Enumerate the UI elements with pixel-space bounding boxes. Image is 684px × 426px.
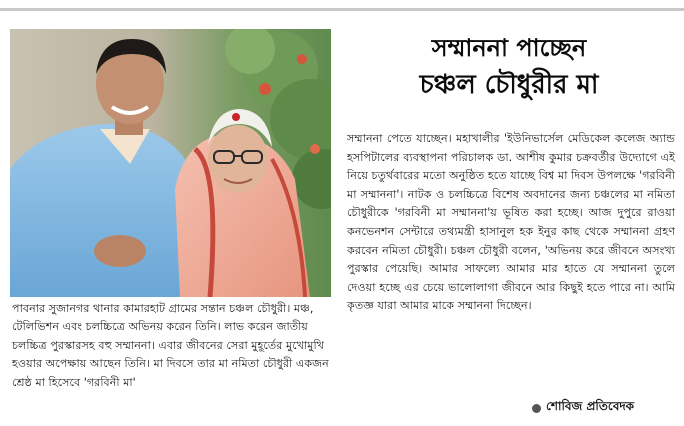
article-body: সম্মাননা পেতে যাচ্ছেন। মহাখালীর 'ইউনিভার্সেল মেডিকেল কলেজ অ্যান্ড হসপিটালের ব্যবস্থাপনা পরিচালক ডা. আশীষ কুমার চক্রবর্তীর উদ্যোগে এই নিয়ে চতুর্থবারের মতো অনুষ্ঠিত হতে যাচ্ছে বিশ্ব মা দিবস উপলক্ষে 'গরবিনী মা সম্মাননা'। নাটক ও চলচ্চিত্রে বিশেষ অবদানের জন্য চঞ্চলের মা নমিতা চৌধুরীকে 'গরবিনী মা সম্মাননা'য় ভূষিত করা হচ্ছে। আজ দুপুরে রাওয়া কনভেনশন সেন্টারে তথ্যমন্ত্রী হাসানুল হক ইনুর কাছ থেকে সম্মাননা গ্রহণ করবেন নমিতা চৌধুরী। চঞ্চল চৌধুরী বলেন, 'অভিনয় করে জীবনে অসংখ্য পুরস্কার পেয়েছি। আমার সাফল্যে আমার মার হাতে যে সম্মাননা তুলে দেওয়া হচ্ছে এর চেয়ে ভালোলাগা জীবনে আর কিছুই হতে পারে না। আমি কৃতজ্ঞ যারা আমার মাকে সম্মাননা দিচ্ছেন। — [347, 132, 675, 313]
headline — [344, 30, 674, 104]
top-rule — [0, 8, 684, 11]
article-photo — [10, 29, 331, 297]
headline-line-2: চঞ্চল চৌধুরীর মা — [419, 70, 599, 100]
byline-text: শোবিজ প্রতিবেদক — [546, 399, 635, 413]
photo-caption: পাবনার সুজানগর থানার কামারহাট গ্রামের সন্তান চঞ্চল চৌধুরী। মঞ্চ, টেলিভিশন এবং চলচ্চিত্রে অভিনয় করেন তিনি। লাভ করেন জাতীয় চলচ্চিত্র পুরস্কারসহ বহু সম্মাননা। এবার জীবনের সেরা মুহূর্তের মুখোমুখি হওয়ার অপেক্ষায় আছেন তিনি। মা দিবসে তার মা নমিতা চৌধুরী একজন শ্রেষ্ঠ মা হিসেবে 'গরবিনী মা' — [12, 302, 329, 389]
headline-line-1: সম্মাননা পাচ্ছেন — [431, 34, 587, 62]
bullet-icon — [532, 404, 541, 413]
byline — [532, 398, 634, 418]
